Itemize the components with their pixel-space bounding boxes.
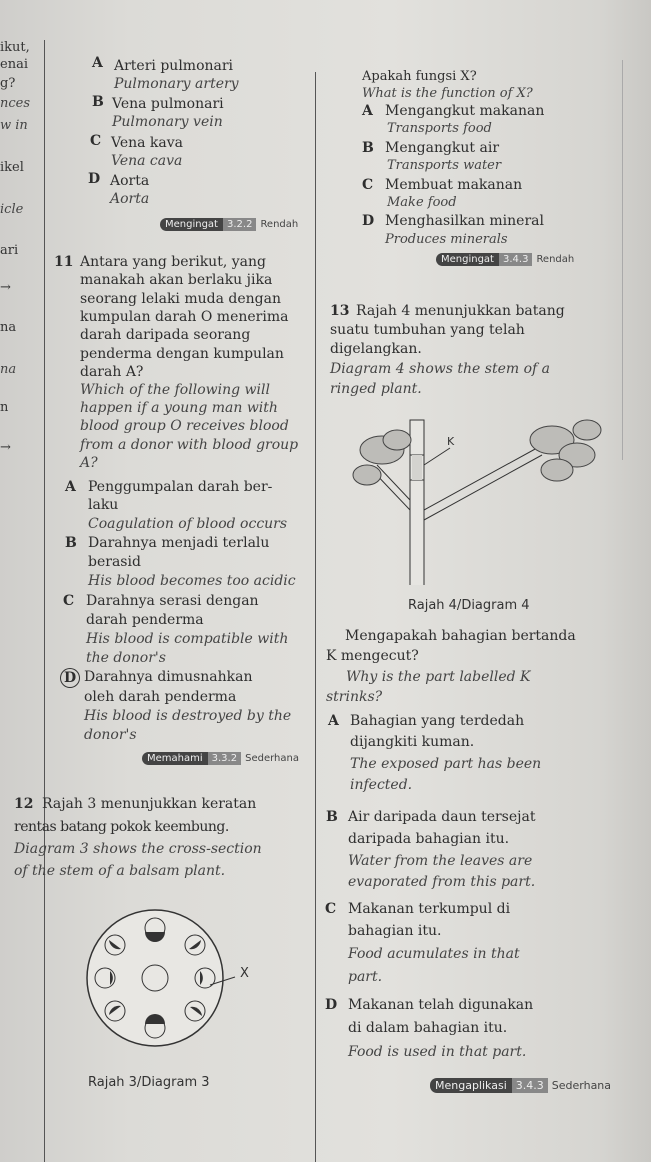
option-letter: C xyxy=(325,901,337,917)
question-line: darah daripada seorang xyxy=(80,327,251,343)
skill-tag xyxy=(160,218,302,231)
skill: Mengaplikasi xyxy=(430,1078,512,1093)
option-text: Makanan telah digunakan xyxy=(348,997,534,1013)
option-letter-circled: D xyxy=(60,668,80,688)
option-translation: Pulmonary vein xyxy=(112,114,223,130)
option-text: darah penderma xyxy=(86,612,204,628)
option-text: bahagian itu. xyxy=(348,923,442,939)
question-text: Apakah fungsi X? xyxy=(362,69,477,84)
question-line: darah A? xyxy=(80,364,144,380)
page-edge xyxy=(622,60,623,460)
skill-tag xyxy=(430,1078,615,1093)
skill-tag xyxy=(142,752,303,765)
option-translation: The exposed part has been xyxy=(350,756,542,772)
question-line: Mengapakah bahagian bertanda xyxy=(345,628,576,644)
code: 3.4.3 xyxy=(499,253,532,266)
code: 3.4.3 xyxy=(512,1078,548,1093)
question-number: 11 xyxy=(54,254,74,270)
question-number: 12 xyxy=(14,796,34,812)
option-translation: Pulmonary artery xyxy=(114,76,239,92)
fragment: w in xyxy=(0,118,28,133)
option-text: dijangkiti kuman. xyxy=(350,734,475,750)
option-letter: C xyxy=(63,593,75,609)
level: Sederhana xyxy=(551,1079,612,1092)
option-letter: A xyxy=(328,713,339,729)
diagram-caption: Rajah 3/Diagram 3 xyxy=(88,1075,210,1090)
level: Sederhana xyxy=(245,753,299,764)
option-letter: D xyxy=(362,213,375,229)
option-translation: Water from the leaves are xyxy=(348,853,533,869)
option-letter: D xyxy=(325,997,338,1013)
option-text: Mengangkut air xyxy=(385,140,500,156)
option-translation: His blood is compatible with xyxy=(86,631,289,647)
option-letter: B xyxy=(362,140,374,156)
question-line: suatu tumbuhan yang telah xyxy=(330,322,525,338)
question-translation: of the stem of a balsam plant. xyxy=(14,863,226,879)
option-translation: Produces minerals xyxy=(385,232,508,247)
fragment: na xyxy=(0,362,17,377)
question-translation: happen if a young man with xyxy=(80,400,278,416)
option-text: laku xyxy=(88,497,119,513)
option-letter: B xyxy=(92,94,104,110)
question-translation: Which of the following will xyxy=(80,382,270,398)
option-translation: Make food xyxy=(387,195,457,210)
question-line: seorang lelaki muda dengan xyxy=(80,291,282,307)
question-translation: blood group O receives blood xyxy=(80,418,289,434)
question-line: Antara yang berikut, yang xyxy=(80,254,266,270)
label-k: K xyxy=(447,435,455,448)
option-translation: Vena cava xyxy=(111,153,183,169)
ringed-stem-diagram xyxy=(352,410,607,585)
level: Rendah xyxy=(536,254,575,265)
option-letter: A xyxy=(92,55,103,71)
option-text: Arteri pulmonari xyxy=(114,58,234,74)
option-translation: Transports food xyxy=(387,121,492,136)
option-text: Makanan terkumpul di xyxy=(348,901,511,917)
option-translation: part. xyxy=(348,969,383,985)
option-text: Vena pulmonari xyxy=(112,96,224,112)
option-text: daripada bahagian itu. xyxy=(348,831,510,847)
option-letter: A xyxy=(65,479,76,495)
question-line: digelangkan. xyxy=(330,341,422,357)
option-translation: donor's xyxy=(84,727,137,743)
option-translation: infected. xyxy=(350,777,413,793)
fragment: ikut, xyxy=(0,40,30,55)
level: Rendah xyxy=(260,219,299,230)
option-translation: Food acumulates in that xyxy=(348,946,520,962)
option-translation: His blood becomes too acidic xyxy=(88,573,296,589)
option-translation: His blood is destroyed by the xyxy=(84,708,292,724)
question-translation: from a donor with blood group xyxy=(80,437,299,453)
option-translation: Food is used in that part. xyxy=(348,1044,527,1060)
question-line: rentas batang pokok keembung. xyxy=(14,819,229,835)
fragment: ikel xyxy=(0,160,24,175)
question-line: penderma dengan kumpulan xyxy=(80,346,284,362)
label-x: X xyxy=(240,966,249,981)
skill: Mengingat xyxy=(160,218,223,231)
question-translation: A? xyxy=(80,455,98,471)
column-divider xyxy=(315,72,316,1162)
question-translation: ringed plant. xyxy=(330,381,422,397)
option-text: Membuat makanan xyxy=(385,177,523,193)
column-divider xyxy=(44,40,45,1162)
option-text: Vena kava xyxy=(111,135,184,151)
option-text: Aorta xyxy=(110,173,150,189)
option-letter: C xyxy=(90,133,102,149)
fragment: icle xyxy=(0,202,24,217)
fragment: ari xyxy=(0,243,19,258)
option-text: Darahnya menjadi terlalu xyxy=(88,535,270,551)
fragment: → xyxy=(0,440,11,455)
option-translation: evaporated from this part. xyxy=(348,874,536,890)
question-translation: strinks? xyxy=(326,689,383,705)
fragment: → xyxy=(0,280,11,295)
question-translation: Diagram 3 shows the cross-section xyxy=(14,841,262,857)
option-letter: B xyxy=(326,809,338,825)
option-text: oleh darah penderma xyxy=(84,689,237,705)
code: 3.3.2 xyxy=(208,752,241,765)
option-letter: B xyxy=(65,535,77,551)
question-line: kumpulan darah O menerima xyxy=(80,309,289,325)
option-translation: Aorta xyxy=(110,191,150,207)
question-translation: Diagram 4 shows the stem of a xyxy=(330,361,550,377)
question-line: Rajah 4 menunjukkan batang xyxy=(356,303,565,319)
question-translation: What is the function of X? xyxy=(362,86,533,101)
option-text: berasid xyxy=(88,554,141,570)
diagram-caption: Rajah 4/Diagram 4 xyxy=(408,598,530,613)
fragment: g? xyxy=(0,76,16,91)
option-text: Penggumpalan darah ber- xyxy=(88,479,273,495)
fragment: nces xyxy=(0,96,31,111)
code: 3.2.2 xyxy=(223,218,256,231)
question-number: 13 xyxy=(330,303,350,319)
fragment: na xyxy=(0,320,17,335)
option-translation: the donor's xyxy=(86,650,166,666)
fragment: n xyxy=(0,400,9,415)
question-translation: Why is the part labelled K xyxy=(346,669,531,685)
option-letter: D xyxy=(88,171,101,187)
option-translation: Coagulation of blood occurs xyxy=(88,516,288,532)
option-text: Darahnya dimusnahkan xyxy=(84,669,253,685)
question-line: manakah akan berlaku jika xyxy=(80,272,273,288)
option-letter: A xyxy=(362,103,373,119)
option-text: Bahagian yang terdedah xyxy=(350,713,525,729)
option-letter: C xyxy=(362,177,374,193)
option-text: Mengangkut makanan xyxy=(385,103,545,119)
fragment: enai xyxy=(0,57,28,72)
skill-tag xyxy=(436,253,578,266)
option-text: Darahnya serasi dengan xyxy=(86,593,259,609)
question-line: K mengecut? xyxy=(326,648,419,664)
option-text: Air daripada daun tersejat xyxy=(348,809,536,825)
option-text: Menghasilkan mineral xyxy=(385,213,544,229)
question-line: Rajah 3 menunjukkan keratan xyxy=(42,796,257,812)
option-translation: Transports water xyxy=(387,158,502,173)
skill: Mengingat xyxy=(436,253,499,266)
skill: Memahami xyxy=(142,752,208,765)
stem-cross-section-diagram xyxy=(60,905,260,1060)
option-text: di dalam bahagian itu. xyxy=(348,1020,508,1036)
